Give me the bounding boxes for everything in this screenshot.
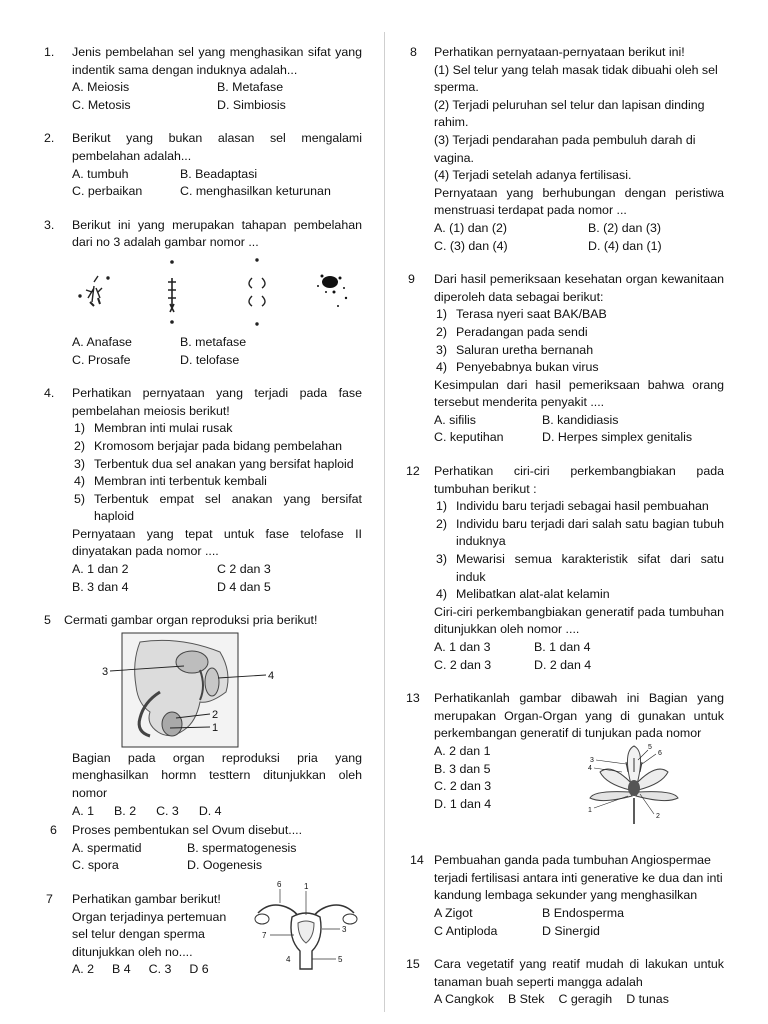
label-3: 3	[102, 665, 109, 678]
options	[434, 412, 724, 447]
option-c[interactable]: C. Metosis	[72, 97, 131, 112]
label-4: 4	[588, 765, 592, 773]
option-a[interactable]: A. 2	[72, 962, 95, 977]
question-stem: Pembuahan ganda pada tumbuhan Angiospermae terjadi fertilisasi antara inti generative ke dua dan inti kandung lembaga sekunder yang menghasilkan	[434, 853, 723, 903]
question-5	[44, 612, 362, 820]
option-b[interactable]: B. 2	[114, 803, 137, 818]
options	[434, 220, 724, 255]
option-a[interactable]: A. 1 dan 2	[72, 562, 129, 577]
cell-figure-3	[249, 259, 265, 325]
list-item: 4) Penyebabnya bukan virus	[436, 360, 599, 375]
label-4: 4	[286, 955, 291, 964]
question-15	[406, 956, 724, 1009]
option-d[interactable]: D. (4) dan (1)	[588, 238, 662, 253]
option-d[interactable]: D. telofase	[180, 352, 240, 367]
option-b[interactable]: B. metafase	[180, 334, 247, 349]
list-item: 1) Individu baru terjadi sebagai hasil pembuahan	[436, 499, 709, 514]
option-d[interactable]: C. menghasilkan keturunan	[180, 184, 331, 199]
label-2: 2	[212, 708, 219, 721]
options	[434, 905, 724, 940]
list-item: 3) Saluran uretha bernanah	[436, 342, 594, 357]
question-8	[406, 44, 724, 255]
statement-line: (1) Sel telur yang telah masak tidak dibuahi oleh sel sperma.	[434, 62, 718, 95]
options	[72, 803, 362, 821]
option-a[interactable]: A Cangkok	[434, 992, 494, 1007]
question-number: 9	[408, 272, 415, 287]
cell-figure-2	[168, 261, 176, 323]
male-reproductive-figure	[100, 632, 300, 750]
question-number: 3.	[44, 217, 55, 232]
list-item: 5) Terbentuk empat sel anakan yang bersifat haploid	[74, 491, 362, 524]
option-b[interactable]: B 4	[112, 962, 131, 977]
female-reproductive-figure	[250, 879, 362, 979]
list-item: 2) Kromosom berjajar pada bidang pembelahan	[74, 438, 342, 453]
label-6: 6	[658, 750, 662, 758]
options	[72, 334, 362, 369]
label-7: 7	[262, 931, 267, 940]
list-item: 4) Melibatkan alat-alat kelamin	[436, 587, 610, 602]
option-c[interactable]: C 2 dan 3	[217, 562, 271, 577]
column-divider	[384, 32, 385, 1012]
question-stem: Berikut ini yang merupakan tahapan pembelahan dari no 3 adalah gambar nomor ...	[72, 217, 362, 250]
options	[72, 961, 242, 979]
statement-line: (2) Terjadi peluruhan sel telur dan lapisan dinding rahim.	[434, 97, 705, 130]
cell-division-figure	[72, 252, 362, 334]
label-1: 1	[304, 882, 309, 891]
question-stem-2: Organ terjadinya pertemuan sel telur dengan sperma ditunjukkan oleh no....	[72, 909, 227, 959]
flower-figure	[582, 742, 686, 824]
option-c[interactable]: C. 2 dan 3	[434, 657, 492, 672]
option-d[interactable]: D. Oogenesis	[187, 858, 263, 873]
option-b[interactable]: B. (2) dan (3)	[588, 220, 661, 235]
label-2: 2	[656, 813, 660, 821]
option-c[interactable]: C. keputihan	[434, 430, 504, 445]
option-a[interactable]: A. Meiosis	[72, 80, 130, 95]
question-number: 12	[406, 464, 420, 479]
question-stem: Perhatikan ciri-ciri perkembangbiakan pada tumbuhan berikut :	[434, 464, 724, 496]
label-3: 3	[342, 925, 347, 934]
option-c[interactable]: C. 3	[156, 803, 179, 818]
right-column	[406, 44, 724, 1024]
question-stem: Cermati gambar organ reproduksi pria berikut!	[64, 613, 318, 628]
option-b[interactable]: B Endosperma	[542, 905, 624, 920]
question-stem-2: Ciri-ciri perkembangbiakan generatif pada tumbuhan ditunjukkan oleh nomor ....	[434, 604, 724, 637]
question-stem-2: Pernyataan yang tepat untuk fase telofase II dinyatakan pada nomor ....	[72, 526, 362, 559]
label-1: 1	[588, 807, 592, 815]
option-c[interactable]: C Antiploda	[434, 923, 498, 938]
cell-figure-4	[317, 274, 347, 307]
label-5: 5	[338, 955, 343, 964]
option-a[interactable]: A. tumbuh	[72, 166, 129, 181]
option-b[interactable]: B. spermatogenesis	[187, 840, 297, 855]
option-c[interactable]: C geragih	[558, 992, 613, 1007]
list-item: 2) Individu baru terjadi dari salah satu bagian tubuh induknya	[436, 516, 724, 549]
question-stem: Perhatikanlah gambar dibawah ini Bagian yang merupakan Organ-Organ yang di gunakan untuk perkembangan generatif di tunjukan pada nomor	[434, 691, 724, 741]
label-4: 4	[268, 669, 275, 682]
question-stem: Cara vegetatif yang reatif mudah di lakukan untuk tanaman buah seperti mangga adalah	[434, 957, 724, 989]
question-9	[406, 271, 724, 447]
question-number: 5	[44, 613, 51, 628]
option-b[interactable]: B. Beadaptasi	[180, 166, 258, 181]
question-14	[406, 852, 724, 940]
options	[72, 166, 362, 201]
question-stem: Berikut yang bukan alasan sel mengalami pembelahan adalah...	[72, 131, 362, 163]
question-number: 2.	[44, 131, 55, 146]
question-number: 8	[410, 45, 417, 59]
question-1	[44, 44, 362, 114]
option-a[interactable]: A. 1 dan 3	[434, 640, 491, 654]
question-number: 13	[406, 691, 420, 706]
option-b[interactable]: B. 1 dan 4	[534, 640, 591, 654]
option-a[interactable]: A Zigot	[434, 905, 473, 920]
list-item: 1) Terasa nyeri saat BAK/BAB	[436, 307, 607, 322]
option-a[interactable]: A. sifilis	[434, 412, 476, 427]
option-c[interactable]: C. spora	[72, 858, 119, 873]
list-item: 2) Peradangan pada sendi	[436, 324, 588, 339]
option-c[interactable]: C. Prosafe	[72, 352, 131, 367]
option-c[interactable]: C. 3	[148, 962, 172, 977]
option-d[interactable]: D tunas	[626, 992, 669, 1007]
option-b[interactable]: B. kandidiasis	[542, 412, 619, 427]
list-item: 3) Mewarisi semua karakteristik sifat dari satu induk	[436, 552, 724, 584]
options	[72, 561, 362, 596]
option-d[interactable]: D. Simbiosis	[217, 97, 286, 112]
question-4	[44, 385, 362, 596]
question-stem: Proses pembentukan sel Ovum disebut....	[72, 823, 303, 838]
question-6	[44, 822, 362, 875]
left-column	[44, 44, 362, 1003]
option-d[interactable]: D Sinergid	[542, 923, 600, 938]
option-a[interactable]: A. (1) dan (2)	[434, 220, 507, 235]
option-b[interactable]: B. Metafase	[217, 80, 284, 95]
statement-line: (3) Terjadi pendarahan pada pembuluh darah di vagina.	[434, 132, 696, 165]
option-b[interactable]: B. 3 dan 5	[434, 761, 491, 776]
question-number: 15	[406, 957, 420, 972]
option-d[interactable]: D 4 dan 5	[217, 579, 271, 594]
question-number: 6	[50, 823, 57, 838]
label-6: 6	[277, 880, 282, 889]
list-item: 3) Terbentuk dua sel anakan yang bersifat haploid	[74, 456, 354, 471]
list-item: 4) Membran inti terbentuk kembali	[74, 474, 267, 489]
label-1: 1	[212, 721, 219, 734]
option-d[interactable]: D. 4	[198, 803, 222, 818]
option-c[interactable]: C. perbaikan	[72, 184, 143, 199]
option-c[interactable]: C. (3) dan (4)	[434, 238, 508, 253]
question-2	[44, 130, 362, 200]
question-stem: Perhatikan pernyataan-pernyataan berikut ini!	[434, 45, 685, 59]
option-d[interactable]: D. 1 dan 4	[434, 796, 492, 811]
question-stem: Jenis pembelahan sel yang menghasikan sifat yang indentik sama dengan induknya adalah...	[72, 45, 362, 77]
question-13	[406, 690, 724, 836]
question-number: 1.	[44, 45, 55, 59]
statement-line: (4) Terjadi setelah adanya fertilisasi.	[434, 168, 632, 183]
question-number: 7	[46, 892, 53, 906]
question-number: 4.	[44, 386, 55, 401]
options	[72, 840, 362, 875]
question-stem-2: Pernyataan yang berhubungan dengan peristiwa menstruasi terdapat pada nomor ...	[434, 185, 724, 218]
question-stem-2: Bagian pada organ reproduksi pria yang menghasilkan hormn testtern ditunjukkan oleh nomor	[72, 750, 362, 801]
option-a[interactable]: A. Anafase	[72, 334, 132, 349]
options	[72, 79, 362, 114]
option-d[interactable]: D. Herpes simplex genitalis	[542, 430, 693, 445]
question-3	[44, 217, 362, 369]
question-number: 14	[410, 853, 424, 868]
options	[434, 991, 724, 1009]
options	[434, 639, 724, 674]
option-d[interactable]: D 6	[189, 962, 209, 977]
option-d[interactable]: D. 2 dan 4	[534, 657, 592, 672]
question-stem: Perhatikan pernyataan yang terjadi pada fase pembelahan meiosis berikut!	[72, 386, 362, 418]
question-stem: Perhatikan gambar berikut!	[72, 892, 221, 906]
cell-figure-1	[79, 276, 109, 306]
option-b[interactable]: B Stek	[507, 992, 545, 1007]
label-3: 3	[590, 757, 594, 765]
label-5: 5	[648, 744, 652, 752]
question-stem-2: Kesimpulan dari hasil pemeriksaan bahwa orang tersebut menderita penyakit ....	[434, 377, 724, 410]
question-stem: Dari hasil pemeriksaan kesehatan organ kewanitaan diperoleh data sebagai berikut:	[434, 272, 724, 304]
option-a[interactable]: A. 1	[72, 803, 95, 818]
option-c[interactable]: C. 2 dan 3	[434, 779, 492, 794]
question-12	[406, 463, 724, 674]
list-item: 1) Membran inti mulai rusak	[74, 421, 233, 436]
option-a[interactable]: A. 2 dan 1	[434, 743, 491, 758]
question-7	[44, 880, 362, 987]
option-b[interactable]: B. 3 dan 4	[72, 579, 129, 594]
option-a[interactable]: A. spermatid	[72, 840, 142, 855]
